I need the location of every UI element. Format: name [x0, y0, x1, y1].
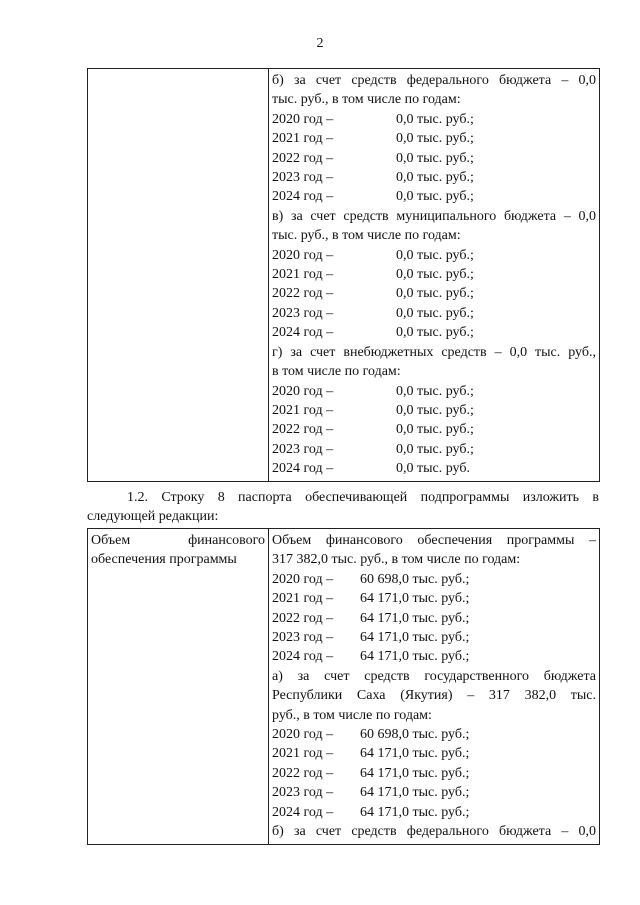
year-row: 2020 год – 60 698,0 тыс. руб.;	[272, 571, 470, 587]
funding-table-continued	[87, 68, 600, 482]
year-row: 2023 год – 0,0 тыс. руб.;	[272, 305, 474, 321]
year-row: 2024 год – 0,0 тыс. руб.;	[272, 189, 474, 205]
funding-details-cell	[269, 529, 600, 845]
year-row: 2023 год – 64 171,0 тыс. руб.;	[272, 630, 470, 646]
municipal-budget-line: тыс. руб., в том числе по годам:	[272, 228, 461, 244]
extrabudgetary-line: г) за счет внебюджетных средств – 0,0 тыс. руб.,	[272, 344, 596, 360]
label-line: обеспечения программы	[91, 552, 237, 568]
year-row: 2021 год – 64 171,0 тыс. руб.;	[272, 591, 470, 607]
empty-label-cell	[88, 69, 269, 482]
amendment-paragraph	[87, 488, 599, 527]
year-row: 2022 год – 64 171,0 тыс. руб.;	[272, 765, 470, 781]
year-row: 2020 год – 0,0 тыс. руб.;	[272, 247, 474, 263]
year-row: 2024 год – 0,0 тыс. руб.	[272, 461, 470, 477]
year-row: 2024 год – 64 171,0 тыс. руб.;	[272, 649, 470, 665]
year-row: 2020 год – 60 698,0 тыс. руб.;	[272, 727, 470, 743]
year-row: 2023 год – 0,0 тыс. руб.;	[272, 170, 474, 186]
year-row: 2022 год – 0,0 тыс. руб.;	[272, 150, 474, 166]
year-row: 2021 год – 0,0 тыс. руб.;	[272, 131, 474, 147]
year-row: 2021 год – 64 171,0 тыс. руб.;	[272, 746, 470, 762]
total-volume-line: Объем финансового обеспечения программы –	[272, 533, 596, 548]
municipal-budget-line: в) за счет средств муниципального бюджета – 0,0	[272, 208, 596, 224]
label-line: Объем финансового	[91, 533, 265, 548]
label-cell	[88, 529, 269, 845]
year-row: 2024 год – 0,0 тыс. руб.;	[272, 325, 474, 341]
federal-budget-line: б) за счет средств федерального бюджета – 0,0	[272, 824, 596, 840]
state-budget-line: Республики Саха (Якутия) – 317 382,0 тыс.	[272, 688, 596, 704]
funding-details-cell	[269, 69, 600, 482]
page-number: 2	[316, 36, 324, 51]
state-budget-line: а) за счет средств государственного бюджета	[272, 668, 596, 684]
year-row: 2022 год – 0,0 тыс. руб.;	[272, 286, 474, 302]
paragraph-line: 1.2. Строку 8 паспорта обеспечивающей подпрограммы изложить в	[127, 490, 599, 505]
extrabudgetary-line: в том числе по годам:	[272, 364, 401, 380]
year-row: 2023 год – 64 171,0 тыс. руб.;	[272, 785, 470, 801]
year-row: 2024 год – 64 171,0 тыс. руб.;	[272, 804, 470, 820]
funding-table-new	[87, 528, 600, 845]
year-row: 2023 год – 0,0 тыс. руб.;	[272, 441, 474, 457]
total-volume-line: 317 382,0 тыс. руб., в том числе по годам:	[272, 552, 521, 568]
federal-budget-line: б) за счет средств федерального бюджета – 0,0	[272, 73, 596, 88]
year-row: 2021 год – 0,0 тыс. руб.;	[272, 402, 474, 418]
federal-budget-line: тыс. руб., в том числе по годам:	[272, 92, 461, 108]
year-row: 2021 год – 0,0 тыс. руб.;	[272, 267, 474, 283]
year-row: 2022 год – 64 171,0 тыс. руб.;	[272, 610, 470, 626]
state-budget-line: руб., в том числе по годам:	[272, 707, 432, 723]
year-row: 2020 год – 0,0 тыс. руб.;	[272, 111, 474, 127]
paragraph-line: следующей редакции:	[87, 509, 219, 525]
year-row: 2022 год – 0,0 тыс. руб.;	[272, 422, 474, 438]
year-row: 2020 год – 0,0 тыс. руб.;	[272, 383, 474, 399]
